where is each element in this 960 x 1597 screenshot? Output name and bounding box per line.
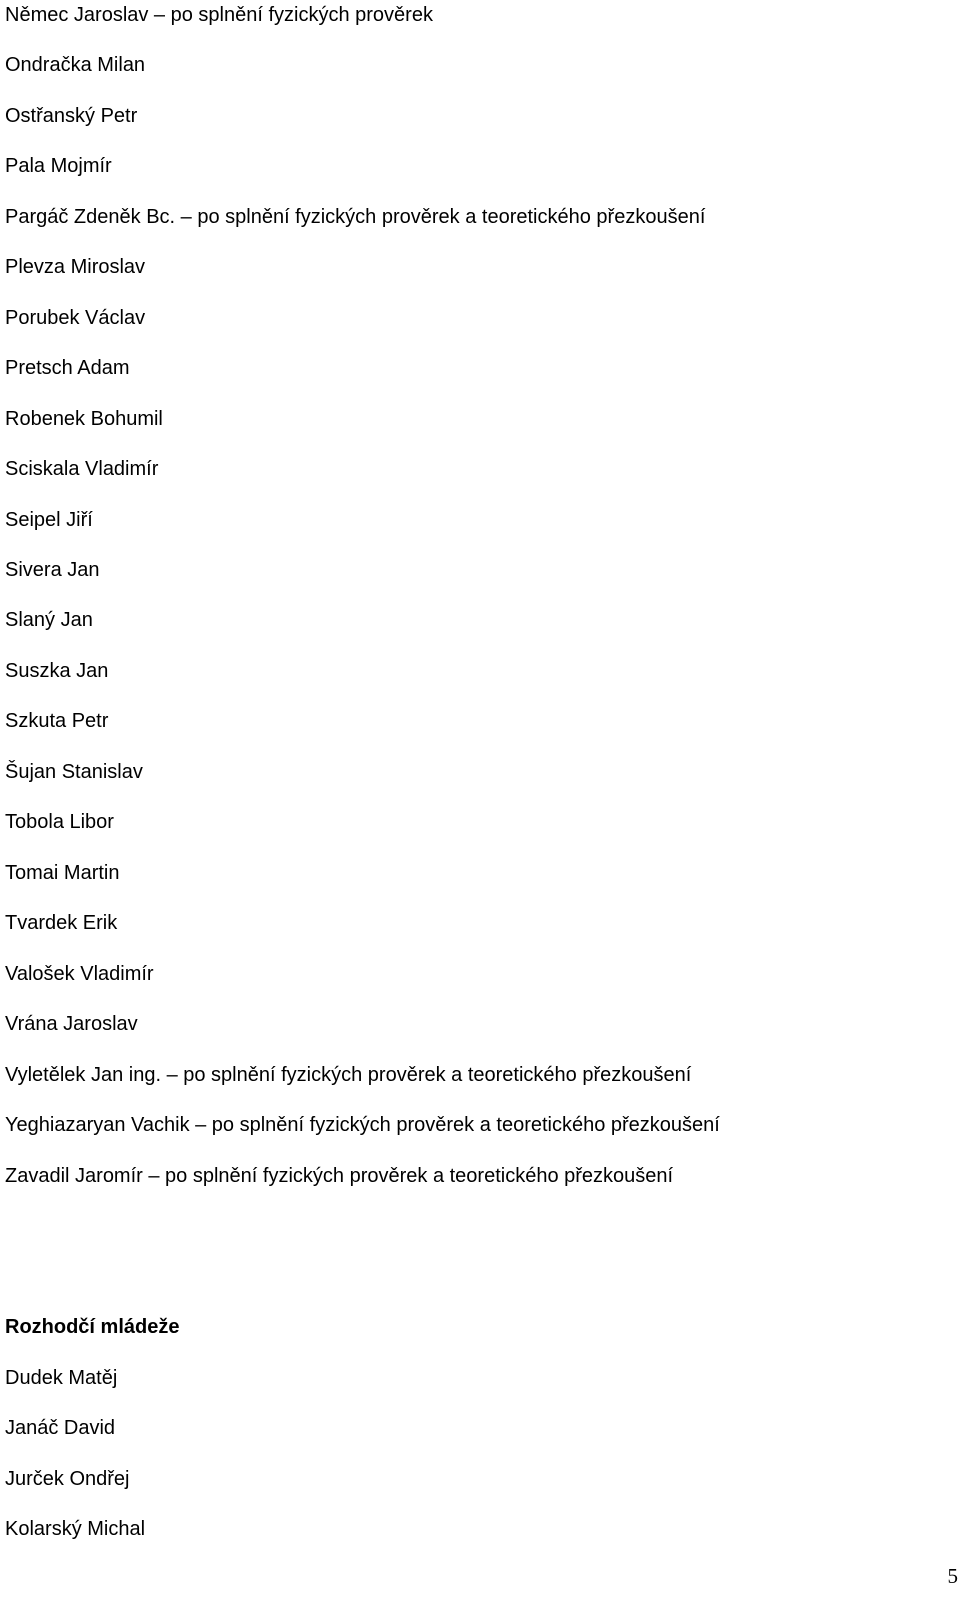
list-item: Porubek Václav xyxy=(5,307,146,329)
list-item: Seipel Jiří xyxy=(5,509,93,531)
list-item: Pargáč Zdeněk Bc. – po splnění fyzických prověrek a teoretického přezkoušení xyxy=(5,206,706,228)
list-item: Zavadil Jaromír – po splnění fyzických prověrek a teoretického přezkoušení xyxy=(5,1165,674,1187)
list-item: Szkuta Petr xyxy=(5,710,109,732)
list-item: Janáč David xyxy=(5,1417,116,1439)
list-item: Vyletělek Jan ing. – po splnění fyzických prověrek a teoretického přezkoušení xyxy=(5,1064,692,1086)
list-item: Tobola Libor xyxy=(5,811,114,833)
list-item: Tomai Martin xyxy=(5,862,120,884)
list-item: Dudek Matěj xyxy=(5,1367,118,1389)
list-item: Pala Mojmír xyxy=(5,155,112,177)
list-item: Slaný Jan xyxy=(5,609,93,631)
list-item: Sivera Jan xyxy=(5,559,100,581)
list-item: Suszka Jan xyxy=(5,660,109,682)
list-item: Pretsch Adam xyxy=(5,357,130,379)
list-item: Jurček Ondřej xyxy=(5,1468,130,1490)
list-item: Yeghiazaryan Vachik – po splnění fyzických prověrek a teoretického přezkoušení xyxy=(5,1114,720,1136)
list-item: Tvardek Erik xyxy=(5,912,118,934)
list-item: Sciskala Vladimír xyxy=(5,458,159,480)
list-item: Šujan Stanislav xyxy=(5,761,143,783)
list-item: Ondračka Milan xyxy=(5,54,146,76)
page-number: 5 xyxy=(947,1564,958,1588)
list-item: Robenek Bohumil xyxy=(5,408,163,430)
list-item: Valošek Vladimír xyxy=(5,963,154,985)
section-heading: Rozhodčí mládeže xyxy=(5,1316,180,1338)
list-item: Kolarský Michal xyxy=(5,1518,146,1540)
list-item: Vrána Jaroslav xyxy=(5,1013,138,1035)
list-item: Plevza Miroslav xyxy=(5,256,146,278)
list-item: Ostřanský Petr xyxy=(5,105,138,127)
list-item: Němec Jaroslav – po splnění fyzických prověrek xyxy=(5,4,433,26)
